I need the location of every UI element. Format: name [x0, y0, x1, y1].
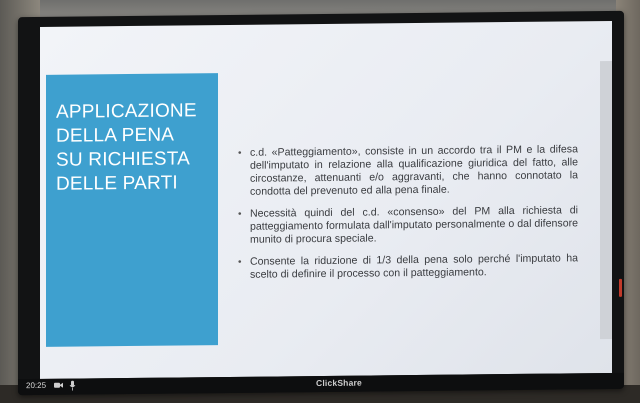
- slide-title-line: DELLA PENA: [56, 124, 175, 147]
- bullet-text: Necessità quindi del c.d. «consenso» del PM alla richiesta di patteggiamento formulata dall'imputato personalmente o dal difensore munito di procura speciale.: [250, 204, 578, 246]
- camera-icon[interactable]: [54, 382, 63, 389]
- slide-title-line: SU RICHIESTA: [56, 148, 191, 171]
- monitor: [18, 11, 624, 395]
- bullet-dot: •: [238, 256, 242, 268]
- slide-title-line: APPLICAZIONE: [56, 100, 197, 123]
- bullet-text: Consente la riduzione di 1/3 della pena solo perché l'imputato ha scelto di definire il processo con il patteggiamento.: [250, 252, 578, 281]
- bullet-text: c.d. «Patteggiamento», consiste in un accordo tra il PM e la difesa dell'imputato in relazione alla qualificazione giuridica del fatto, alle circostanze, attenuanti e/o aggravanti, che hanno connotato la condotta del prevenuto ed alla pena finale.: [250, 143, 578, 198]
- slide-title-line: DELLE PARTI: [56, 172, 178, 195]
- slide-title: [56, 99, 206, 197]
- microphone-icon[interactable]: [69, 381, 76, 391]
- bullet-item: [238, 204, 578, 247]
- power-led: [619, 279, 622, 297]
- clickshare-logo: ClickShare: [316, 377, 362, 389]
- bullet-list: [238, 143, 578, 291]
- bullet-dot: •: [238, 147, 242, 159]
- bullet-dot: •: [238, 208, 242, 220]
- slide-side-strip: [600, 61, 612, 339]
- presentation-slide: [40, 21, 612, 379]
- bullet-item: [238, 143, 578, 199]
- clock: 20:25: [26, 380, 47, 391]
- bullet-item: [238, 252, 578, 282]
